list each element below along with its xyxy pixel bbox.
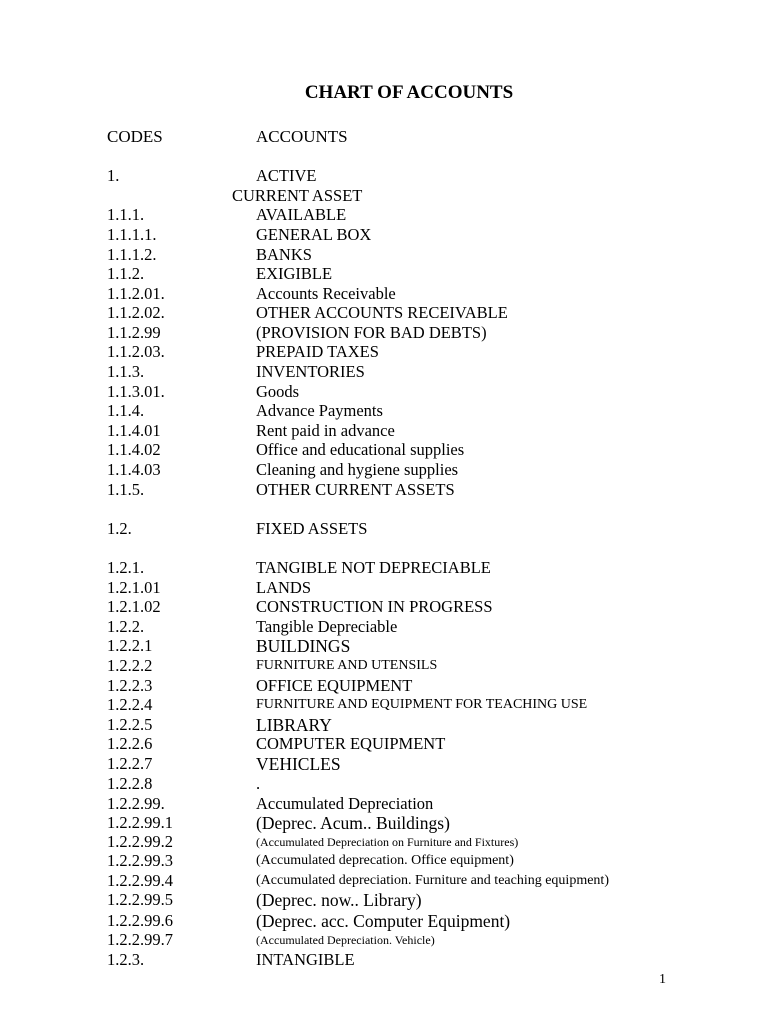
section-heading: CURRENT ASSET [232,186,363,205]
account-code: 1.2.1.01 [107,578,161,597]
account-row [0,421,768,441]
account-code: 1.2.2.5 [107,715,153,734]
account-name: BANKS [256,245,312,264]
account-code: 1.1.3. [107,362,145,381]
account-row [0,519,768,539]
account-name: (PROVISION FOR BAD DEBTS) [256,323,487,342]
account-code: 1.2.2.99.7 [107,930,173,949]
account-row [0,303,768,323]
account-name: AVAILABLE [256,205,347,224]
account-row [0,166,768,186]
account-row [0,930,768,950]
account-row [0,774,768,794]
account-row [0,401,768,421]
account-row [0,245,768,265]
account-code: 1.1.5. [107,480,145,499]
account-row [0,617,768,637]
account-name: (Accumulated depreciation. Furniture and teaching equipment) [256,873,609,888]
account-name: FURNITURE AND UTENSILS [256,658,438,673]
account-name: LIBRARY [256,715,332,735]
account-row [0,440,768,460]
account-row [0,382,768,402]
account-code: 1.1.2.99 [107,323,161,342]
account-row [0,656,768,676]
account-name: LANDS [256,578,312,597]
document-title: CHART OF ACCOUNTS [304,82,514,103]
account-row [0,734,768,754]
account-row [0,205,768,225]
account-name: (Accumulated Depreciation. Vehicle) [256,933,435,947]
account-row [0,950,768,970]
account-code: 1.2.2.99.3 [107,851,173,870]
account-name: Office and educational supplies [256,440,465,459]
account-row [0,284,768,304]
account-row [0,460,768,480]
account-code: 1.1.4.03 [107,460,161,479]
account-name: Goods [256,382,300,401]
account-row [0,813,768,833]
account-name: ACTIVE [256,166,317,185]
account-code: 1.1.4.01 [107,421,161,440]
account-code: 1.2.1. [107,558,145,577]
account-code: 1. [107,166,120,185]
account-row [0,794,768,814]
codes-column-header: CODES [107,127,163,146]
account-name: Cleaning and hygiene supplies [256,460,459,479]
account-name: VEHICLES [256,754,341,774]
page-number: 1 [659,972,666,987]
account-code: 1.2.1.02 [107,597,161,616]
account-code: 1.2.2.2 [107,656,153,675]
account-name: Accumulated Depreciation [256,794,434,813]
account-code: 1.1.4.02 [107,440,161,459]
account-row [0,558,768,578]
account-row [0,225,768,245]
account-code: 1.1.2.01. [107,284,165,303]
account-row [0,342,768,362]
account-code: 1.2.2.99.2 [107,832,173,851]
account-name: EXIGIBLE [256,264,333,283]
account-row [0,832,768,852]
account-row [0,323,768,343]
account-name: FIXED ASSETS [256,519,368,538]
account-name: PREPAID TAXES [256,342,379,361]
account-code: 1.2.2.3 [107,676,153,695]
account-code: 1.1.1.1. [107,225,157,244]
account-code: 1.1.2. [107,264,145,283]
account-code: 1.1.4. [107,401,145,420]
account-code: 1.2. [107,519,132,538]
account-code: 1.2.2.6 [107,734,153,753]
account-row [0,264,768,284]
account-code: 1.2.2.99.5 [107,890,173,909]
account-row [0,715,768,735]
account-name: OTHER ACCOUNTS RECEIVABLE [256,303,508,322]
account-code: 1.2.2.99.4 [107,871,173,890]
account-name: TANGIBLE NOT DEPRECIABLE [256,558,491,577]
account-name: Accounts Receivable [256,284,396,303]
account-code: 1.2.2.7 [107,754,153,773]
account-row [0,851,768,871]
account-code: 1.2.2.99. [107,794,165,813]
account-name: CONSTRUCTION IN PROGRESS [256,597,493,616]
account-name: COMPUTER EQUIPMENT [256,734,446,753]
account-row [0,871,768,891]
account-code: 1.2.3. [107,950,145,969]
account-name: . [256,774,261,793]
account-name: GENERAL BOX [256,225,372,244]
account-code: 1.1.2.03. [107,342,165,361]
account-name: (Deprec. acc. Computer Equipment) [256,911,511,931]
account-name: Rent paid in advance [256,421,395,440]
account-row [0,911,768,931]
account-name: FURNITURE AND EQUIPMENT FOR TEACHING USE [256,697,588,712]
account-row [0,362,768,382]
account-name: OFFICE EQUIPMENT [256,676,413,695]
account-name: (Deprec. Acum.. Buildings) [256,813,450,833]
account-name: BUILDINGS [256,636,351,656]
account-code: 1.2.2.99.1 [107,813,173,832]
account-row [0,578,768,598]
account-name: Tangible Depreciable [256,617,398,636]
account-name: (Deprec. now.. Library) [256,890,422,910]
account-name: INVENTORIES [256,362,365,381]
account-row [0,480,768,500]
account-name: (Accumulated Depreciation on Furniture and Fixtures) [256,835,519,849]
account-row [0,695,768,715]
account-code: 1.2.2.8 [107,774,153,793]
accounts-column-header: ACCOUNTS [256,127,348,146]
account-code: 1.1.2.02. [107,303,165,322]
account-code: 1.2.2.1 [107,636,153,655]
account-row [0,597,768,617]
account-name: (Accumulated deprecation. Office equipment) [256,853,514,868]
account-code: 1.1.1.2. [107,245,157,264]
account-row [0,754,768,774]
account-code: 1.2.2. [107,617,145,636]
account-row [0,890,768,910]
account-code: 1.2.2.99.6 [107,911,173,930]
account-name: OTHER CURRENT ASSETS [256,480,455,499]
account-code: 1.2.2.4 [107,695,153,714]
account-row [0,636,768,656]
account-code: 1.1.1. [107,205,145,224]
account-name: Advance Payments [256,401,383,420]
account-name: INTANGIBLE [256,950,355,969]
account-row [0,676,768,696]
account-code: 1.1.3.01. [107,382,165,401]
